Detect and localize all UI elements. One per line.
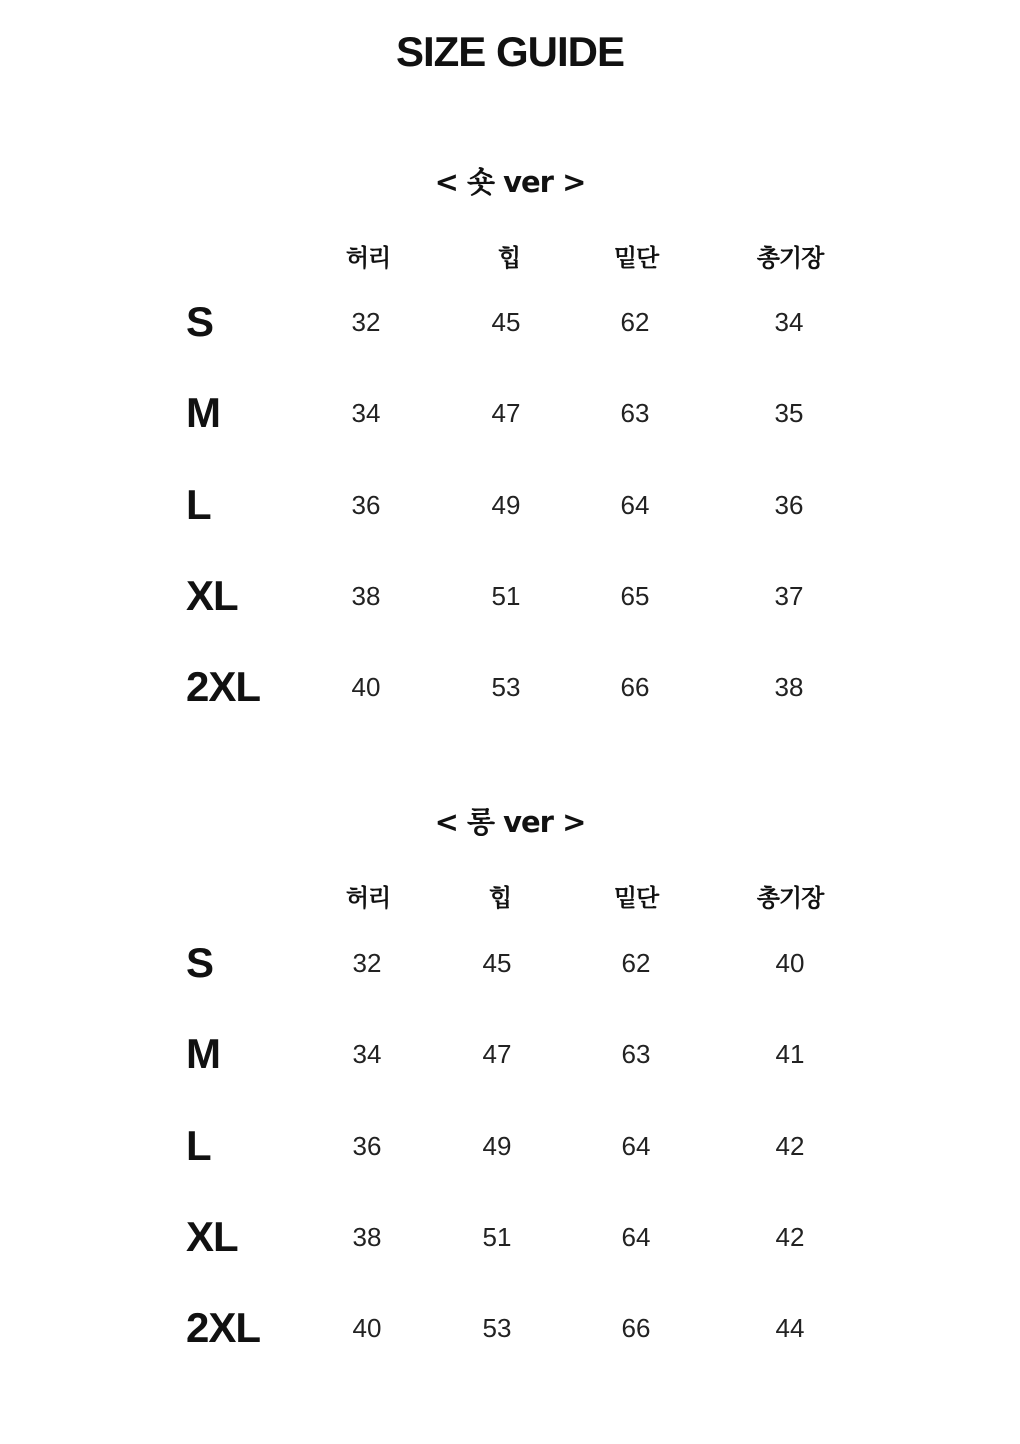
value-total-length: 34 — [774, 307, 804, 337]
size-label: S — [186, 939, 214, 986]
value-hip: 53 — [491, 672, 521, 702]
header-hip: 힙 — [497, 244, 521, 272]
value-hem: 66 — [620, 672, 650, 702]
header-total-length: 총기장 — [756, 244, 824, 272]
table-title: < 숏 ver > — [434, 165, 586, 199]
value-hip: 51 — [491, 581, 521, 611]
value-waist: 40 — [352, 1313, 382, 1343]
value-hem: 62 — [620, 307, 650, 337]
size-label: L — [186, 481, 211, 528]
header-total-length: 총기장 — [756, 884, 824, 912]
size-label: M — [186, 389, 220, 436]
table-row — [0, 1298, 1020, 1358]
header-hem: 밑단 — [613, 244, 659, 272]
value-total-length: 40 — [775, 948, 805, 978]
value-hem: 63 — [620, 398, 650, 428]
value-waist: 32 — [352, 948, 382, 978]
value-hip: 53 — [482, 1313, 512, 1343]
value-hem: 62 — [621, 948, 651, 978]
size-label: S — [186, 298, 214, 345]
header-waist: 허리 — [345, 244, 391, 272]
value-hip: 51 — [482, 1222, 512, 1252]
size-label: M — [186, 1030, 220, 1077]
value-hip: 47 — [491, 398, 521, 428]
table-header-row — [0, 878, 1020, 918]
value-hem: 66 — [621, 1313, 651, 1343]
value-hip: 45 — [491, 307, 521, 337]
value-waist: 38 — [351, 581, 381, 611]
size-label: 2XL — [186, 1304, 261, 1351]
value-total-length: 38 — [774, 672, 804, 702]
table-row — [0, 292, 1020, 352]
value-total-length: 42 — [775, 1222, 805, 1252]
value-waist: 36 — [351, 490, 381, 520]
value-waist: 34 — [352, 1039, 382, 1069]
value-hip: 49 — [491, 490, 521, 520]
value-waist: 32 — [351, 307, 381, 337]
value-hem: 65 — [620, 581, 650, 611]
table-row — [0, 657, 1020, 717]
value-waist: 38 — [352, 1222, 382, 1252]
header-waist: 허리 — [345, 884, 391, 912]
size-label: XL — [186, 572, 238, 619]
value-waist: 36 — [352, 1131, 382, 1161]
value-waist: 34 — [351, 398, 381, 428]
value-total-length: 37 — [774, 581, 804, 611]
size-label: L — [186, 1122, 211, 1169]
value-total-length: 44 — [775, 1313, 805, 1343]
value-hip: 47 — [482, 1039, 512, 1069]
table-row — [0, 383, 1020, 443]
value-hem: 63 — [621, 1039, 651, 1069]
table-row — [0, 1207, 1020, 1267]
value-hip: 45 — [482, 948, 512, 978]
table-row — [0, 933, 1020, 993]
size-label: XL — [186, 1213, 238, 1260]
table-row — [0, 1116, 1020, 1176]
size-label: 2XL — [186, 663, 261, 710]
value-total-length: 36 — [774, 490, 804, 520]
value-waist: 40 — [351, 672, 381, 702]
header-hip: 힙 — [488, 884, 512, 912]
header-hem: 밑단 — [613, 884, 659, 912]
table-header-row — [0, 238, 1020, 278]
value-total-length: 41 — [775, 1039, 805, 1069]
table-title: < 롱 ver > — [434, 805, 586, 839]
value-hip: 49 — [482, 1131, 512, 1161]
table-row — [0, 475, 1020, 535]
table-row — [0, 1024, 1020, 1084]
value-hem: 64 — [621, 1131, 651, 1161]
page-title: SIZE GUIDE — [395, 28, 625, 75]
value-hem: 64 — [621, 1222, 651, 1252]
table-row — [0, 566, 1020, 626]
value-hem: 64 — [620, 490, 650, 520]
value-total-length: 42 — [775, 1131, 805, 1161]
value-total-length: 35 — [774, 398, 804, 428]
